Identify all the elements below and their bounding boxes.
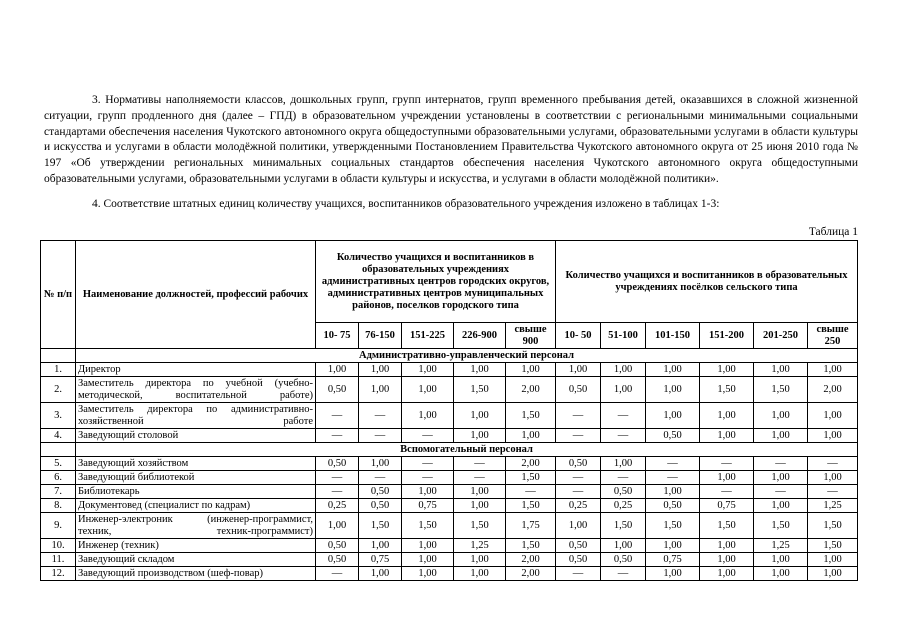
- staff-value: 1,00: [808, 471, 858, 485]
- staff-value: —: [454, 471, 506, 485]
- staff-value: 1,00: [754, 363, 808, 377]
- staff-value: 0,25: [316, 499, 359, 513]
- staff-value: 1,00: [556, 513, 601, 539]
- row-number: 1.: [41, 363, 76, 377]
- staff-value: —: [808, 485, 858, 499]
- table-row: [41, 403, 858, 429]
- staff-value: 1,50: [808, 513, 858, 539]
- staff-value: 0,50: [556, 377, 601, 403]
- staff-value: —: [601, 567, 646, 581]
- staff-value: 1,00: [601, 539, 646, 553]
- staff-value: 0,75: [700, 499, 754, 513]
- position-name: Заместитель директора по учебной (учебно-методической, воспитательной работе): [76, 377, 316, 403]
- staff-value: —: [808, 457, 858, 471]
- table-row: [41, 539, 858, 553]
- staff-value: 1,00: [808, 553, 858, 567]
- position-name: Заведующий хозяйством: [76, 457, 316, 471]
- header-num: № п/п: [41, 241, 76, 349]
- staff-value: 1,00: [454, 567, 506, 581]
- staff-value: 1,00: [754, 403, 808, 429]
- staff-value: 0,50: [646, 499, 700, 513]
- staff-value: 1,00: [700, 429, 754, 443]
- staff-value: 1,00: [359, 539, 402, 553]
- staff-value: 1,00: [316, 363, 359, 377]
- staff-value: 1,00: [646, 485, 700, 499]
- staff-value: 0,50: [556, 553, 601, 567]
- staff-value: 1,00: [754, 471, 808, 485]
- paragraph-4: 4. Соответствие штатных единиц количеству учащихся, воспитанников образовательного учреждения изложено в таблицах 1-3:: [92, 198, 720, 210]
- staff-value: 1,00: [601, 457, 646, 471]
- staff-value: —: [316, 403, 359, 429]
- staff-value: 1,00: [700, 403, 754, 429]
- row-number: 7.: [41, 485, 76, 499]
- staff-value: 0,50: [316, 539, 359, 553]
- staff-value: 0,50: [646, 429, 700, 443]
- staff-value: 1,50: [506, 539, 556, 553]
- staff-value: 1,25: [808, 499, 858, 513]
- staff-value: 1,50: [601, 513, 646, 539]
- column-header: 101-150: [646, 323, 700, 349]
- staff-value: 1,50: [402, 513, 454, 539]
- staff-value: 2,00: [506, 553, 556, 567]
- staff-value: —: [556, 429, 601, 443]
- staff-value: 1,00: [700, 471, 754, 485]
- staff-value: 0,50: [359, 485, 402, 499]
- staff-value: 1,00: [359, 377, 402, 403]
- staff-value: 1,00: [646, 377, 700, 403]
- staff-value: 1,00: [754, 499, 808, 513]
- row-number: 3.: [41, 403, 76, 429]
- section-title: Вспомогательный персонал: [76, 443, 858, 457]
- table-caption: Таблица 1: [808, 226, 858, 238]
- row-number: 6.: [41, 471, 76, 485]
- table-row: [41, 567, 858, 581]
- staff-value: —: [316, 429, 359, 443]
- column-header: 151-225: [402, 323, 454, 349]
- staff-value: —: [506, 485, 556, 499]
- staffing-table: [40, 240, 858, 581]
- position-name: Инженер-электроник (инженер-программист, техник, техник-программист): [76, 513, 316, 539]
- column-header: 10- 50: [556, 323, 601, 349]
- staff-value: 1,00: [754, 567, 808, 581]
- staff-value: 1,00: [506, 429, 556, 443]
- row-number: 10.: [41, 539, 76, 553]
- staff-value: 1,75: [506, 513, 556, 539]
- staff-value: 1,00: [700, 567, 754, 581]
- staff-value: 1,50: [506, 499, 556, 513]
- staff-value: —: [556, 485, 601, 499]
- staff-value: —: [402, 471, 454, 485]
- staff-value: —: [402, 457, 454, 471]
- section-title: Административно-управленческий персонал: [76, 349, 858, 363]
- staff-value: 0,25: [556, 499, 601, 513]
- row-number: 5.: [41, 457, 76, 471]
- staff-value: 1,50: [754, 513, 808, 539]
- staff-value: 1,00: [646, 403, 700, 429]
- staff-value: —: [359, 471, 402, 485]
- header-group-rural: Количество учащихся и воспитанников в образовательных учреждениях посёлков сельского типа: [556, 241, 858, 323]
- staff-value: 1,00: [506, 363, 556, 377]
- staff-value: 0,50: [359, 499, 402, 513]
- staff-value: 0,50: [316, 377, 359, 403]
- table-row: [41, 457, 858, 471]
- staff-value: 1,00: [454, 499, 506, 513]
- staff-value: —: [316, 567, 359, 581]
- staff-value: —: [402, 429, 454, 443]
- table-row: [41, 553, 858, 567]
- staff-value: 2,00: [506, 377, 556, 403]
- staff-value: —: [700, 457, 754, 471]
- staff-value: —: [556, 471, 601, 485]
- staff-value: 1,00: [316, 513, 359, 539]
- staff-value: 0,50: [556, 539, 601, 553]
- staff-value: —: [316, 471, 359, 485]
- row-number: 4.: [41, 429, 76, 443]
- staff-value: 1,50: [454, 377, 506, 403]
- position-name: Документовед (специалист по кадрам): [76, 499, 316, 513]
- section-num-cell: [41, 443, 76, 457]
- position-name: Директор: [76, 363, 316, 377]
- staff-value: 2,00: [506, 457, 556, 471]
- staff-value: 1,00: [402, 403, 454, 429]
- staff-value: 1,00: [754, 553, 808, 567]
- staff-value: 1,00: [359, 457, 402, 471]
- staff-value: 1,00: [454, 429, 506, 443]
- staff-value: 0,50: [601, 553, 646, 567]
- staff-value: —: [359, 403, 402, 429]
- staff-value: 1,00: [359, 567, 402, 581]
- staff-value: 1,00: [402, 363, 454, 377]
- position-name: Инженер (техник): [76, 539, 316, 553]
- staff-value: —: [556, 403, 601, 429]
- staff-value: —: [754, 457, 808, 471]
- paragraph-3: 3. Нормативы наполняемости классов, дошкольных групп, групп интернатов, групп временного пребывания детей, оказавшихся в сложной жизненной ситуации, групп продленного дня (далее – ГПД) в образовательном учреждении установлены в соответствии с региональными минимальными социальными стандартами обеспечения населения Чукотского автономного округа общедоступными образовательными услугами, образовательными услугами в области культуры и искусства и услугами в области молодёжной политики, утвержденными Постановлением Правительства Чукотского автономного округа от 25 июня 2010 года № 197 «Об утверждении региональных минимальных социальных стандартов обеспечения населения Чукотского автономного округа общедоступными образовательными услугами, образовательными услугами в области культуры и искусства, и услугами в области молодёжной политики».: [44, 94, 858, 185]
- column-header: 201-250: [754, 323, 808, 349]
- staff-value: —: [754, 485, 808, 499]
- staff-value: 1,50: [359, 513, 402, 539]
- staff-value: 1,00: [646, 567, 700, 581]
- staff-value: 1,50: [454, 513, 506, 539]
- column-header: свыше 250: [808, 323, 858, 349]
- column-header: 51-100: [601, 323, 646, 349]
- staff-value: 1,00: [700, 539, 754, 553]
- staff-value: 0,50: [601, 485, 646, 499]
- staff-value: 1,00: [808, 403, 858, 429]
- staff-value: 1,00: [601, 363, 646, 377]
- row-number: 9.: [41, 513, 76, 539]
- row-number: 2.: [41, 377, 76, 403]
- staff-value: 0,25: [601, 499, 646, 513]
- staff-value: 2,00: [808, 377, 858, 403]
- staff-value: 1,00: [402, 553, 454, 567]
- staff-value: —: [601, 471, 646, 485]
- staff-value: 1,00: [402, 567, 454, 581]
- staff-value: 1,00: [454, 403, 506, 429]
- position-name: Заведующий складом: [76, 553, 316, 567]
- column-header: 10- 75: [316, 323, 359, 349]
- staff-value: 1,50: [646, 513, 700, 539]
- position-name: Заведующий столовой: [76, 429, 316, 443]
- staff-value: —: [646, 457, 700, 471]
- staff-value: 1,50: [506, 403, 556, 429]
- staff-value: 1,00: [454, 363, 506, 377]
- staff-value: 1,00: [646, 363, 700, 377]
- position-name: Заведующий производством (шеф-повар): [76, 567, 316, 581]
- staff-value: 1,00: [700, 363, 754, 377]
- position-name: Заместитель директора по административно-хозяйственной работе: [76, 403, 316, 429]
- staff-value: 1,00: [808, 363, 858, 377]
- staff-value: 1,00: [754, 429, 808, 443]
- table-row: [41, 363, 858, 377]
- position-name: Библиотекарь: [76, 485, 316, 499]
- table-row: [41, 429, 858, 443]
- row-number: 11.: [41, 553, 76, 567]
- staff-value: 1,50: [700, 377, 754, 403]
- staff-value: —: [454, 457, 506, 471]
- staff-value: 1,00: [454, 485, 506, 499]
- staff-value: 1,00: [402, 485, 454, 499]
- staff-value: 2,00: [506, 567, 556, 581]
- table-row: [41, 471, 858, 485]
- staff-value: 1,00: [601, 377, 646, 403]
- staff-value: 1,50: [700, 513, 754, 539]
- staff-value: —: [359, 429, 402, 443]
- table-row: [41, 377, 858, 403]
- staff-value: 1,25: [754, 539, 808, 553]
- staff-value: 1,00: [808, 429, 858, 443]
- staff-value: —: [556, 567, 601, 581]
- staff-value: 1,25: [454, 539, 506, 553]
- section-num-cell: [41, 349, 76, 363]
- table-row: [41, 485, 858, 499]
- staff-value: —: [316, 485, 359, 499]
- staff-value: 0,75: [646, 553, 700, 567]
- staff-value: 1,50: [506, 471, 556, 485]
- position-name: Заведующий библиотекой: [76, 471, 316, 485]
- staff-value: 1,00: [646, 539, 700, 553]
- header-position-name: Наименование должностей, профессий рабочих: [76, 241, 316, 349]
- staff-value: 1,00: [556, 363, 601, 377]
- staff-value: 0,50: [556, 457, 601, 471]
- staff-value: 1,00: [808, 567, 858, 581]
- staff-value: —: [646, 471, 700, 485]
- staff-value: —: [700, 485, 754, 499]
- staff-value: 1,00: [700, 553, 754, 567]
- table-row: [41, 499, 858, 513]
- column-header: 226-900: [454, 323, 506, 349]
- staff-value: —: [601, 403, 646, 429]
- column-header: свыше 900: [506, 323, 556, 349]
- staff-value: 0,75: [359, 553, 402, 567]
- staff-value: 0,50: [316, 457, 359, 471]
- staff-value: 1,00: [402, 377, 454, 403]
- table-row: [41, 513, 858, 539]
- column-header: 76-150: [359, 323, 402, 349]
- staff-value: 0,75: [402, 499, 454, 513]
- column-header: 151-200: [700, 323, 754, 349]
- staff-value: 1,50: [754, 377, 808, 403]
- row-number: 12.: [41, 567, 76, 581]
- staff-value: 1,50: [808, 539, 858, 553]
- staff-value: 0,50: [316, 553, 359, 567]
- staff-value: 1,00: [402, 539, 454, 553]
- staff-value: 1,00: [454, 553, 506, 567]
- header-group-city: Количество учащихся и воспитанников в образовательных учреждениях административных центров городских округов, административных центров муниципальных районов, поселков городского типа: [316, 241, 556, 323]
- staff-value: —: [601, 429, 646, 443]
- row-number: 8.: [41, 499, 76, 513]
- staff-value: 1,00: [359, 363, 402, 377]
